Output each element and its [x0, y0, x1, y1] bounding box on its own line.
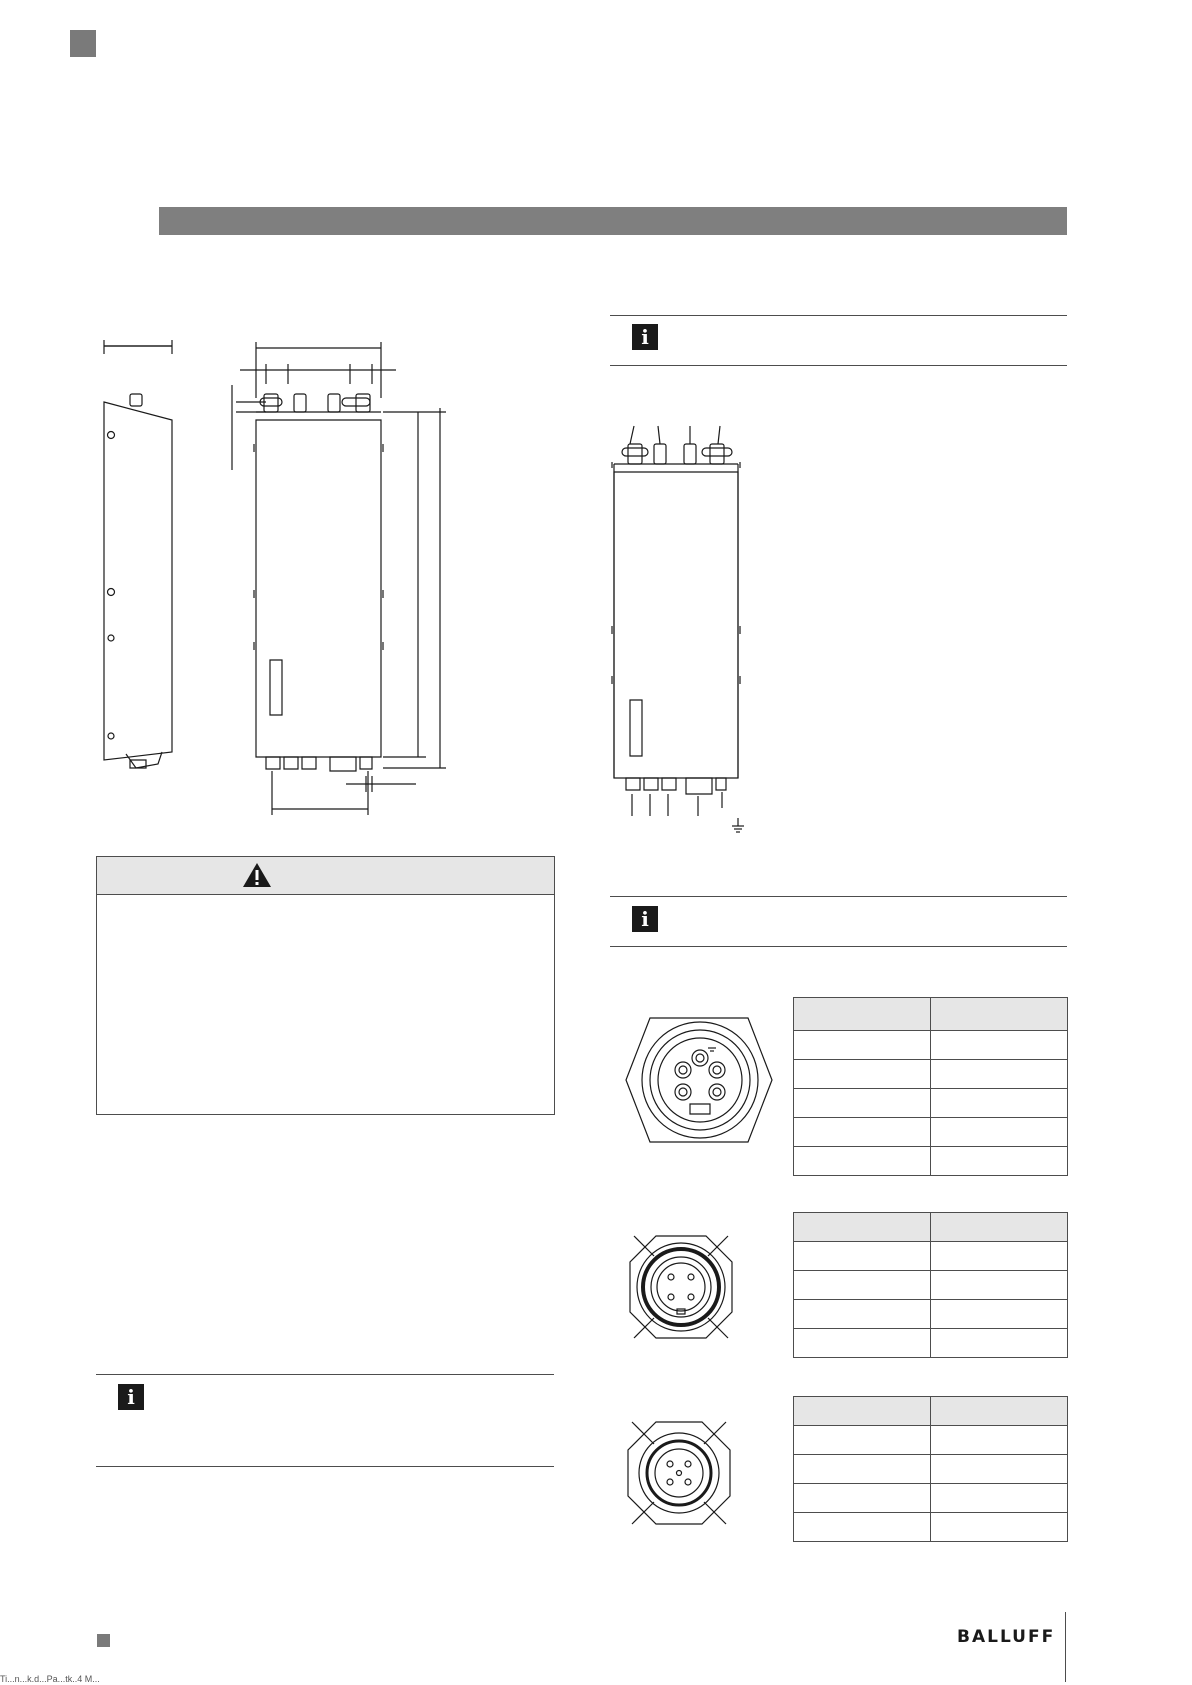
info-note-1-rule-top [610, 315, 1067, 316]
section-title-bar [159, 207, 1067, 235]
logo-divider [1065, 1612, 1066, 1682]
table-row [794, 1242, 1068, 1271]
power-connector-drawing [620, 1012, 780, 1152]
table-row [794, 1060, 1068, 1089]
m12-connector-1-drawing [626, 1232, 736, 1342]
table-row [794, 1484, 1068, 1513]
table-row [794, 1513, 1068, 1542]
warning-triangle-icon [242, 862, 272, 888]
info-icon: i [118, 1384, 144, 1410]
table-header-row [794, 1397, 1068, 1426]
pin-table-3 [793, 1396, 1068, 1542]
pin-table-1 [793, 997, 1068, 1176]
corner-marker [70, 30, 96, 57]
front-view-drawing [226, 340, 426, 820]
table-row [794, 1089, 1068, 1118]
info-note-2-rule-top [610, 896, 1067, 897]
table-header-row [794, 998, 1068, 1031]
note-rule-top [96, 1374, 554, 1375]
table-row [794, 1426, 1068, 1455]
print-info: Ti...n...k.d...Pa...tk..4 M... [0, 1674, 100, 1684]
info-icon: i [632, 324, 658, 350]
info-note-2-rule-bottom [610, 946, 1067, 947]
warning-box [96, 856, 555, 1115]
note-rule-bottom [96, 1466, 554, 1467]
table-header-row [794, 1213, 1068, 1242]
connection-overview-drawing [610, 418, 760, 838]
info-icon: i [632, 906, 658, 932]
table-row [794, 1118, 1068, 1147]
table-row [794, 1031, 1068, 1060]
pin-table-2 [793, 1212, 1068, 1358]
ground-symbol-icon [732, 818, 744, 832]
table-row [794, 1300, 1068, 1329]
footer-marker [97, 1634, 110, 1647]
warning-header [97, 857, 554, 895]
company-logo: BALLUFF [957, 1627, 1056, 1647]
table-row [794, 1271, 1068, 1300]
m12-connector-2-drawing [624, 1418, 734, 1528]
table-row [794, 1329, 1068, 1358]
info-note-1-rule-bottom [610, 365, 1067, 366]
table-row [794, 1147, 1068, 1176]
table-row [794, 1455, 1068, 1484]
side-view-drawing [96, 340, 176, 810]
